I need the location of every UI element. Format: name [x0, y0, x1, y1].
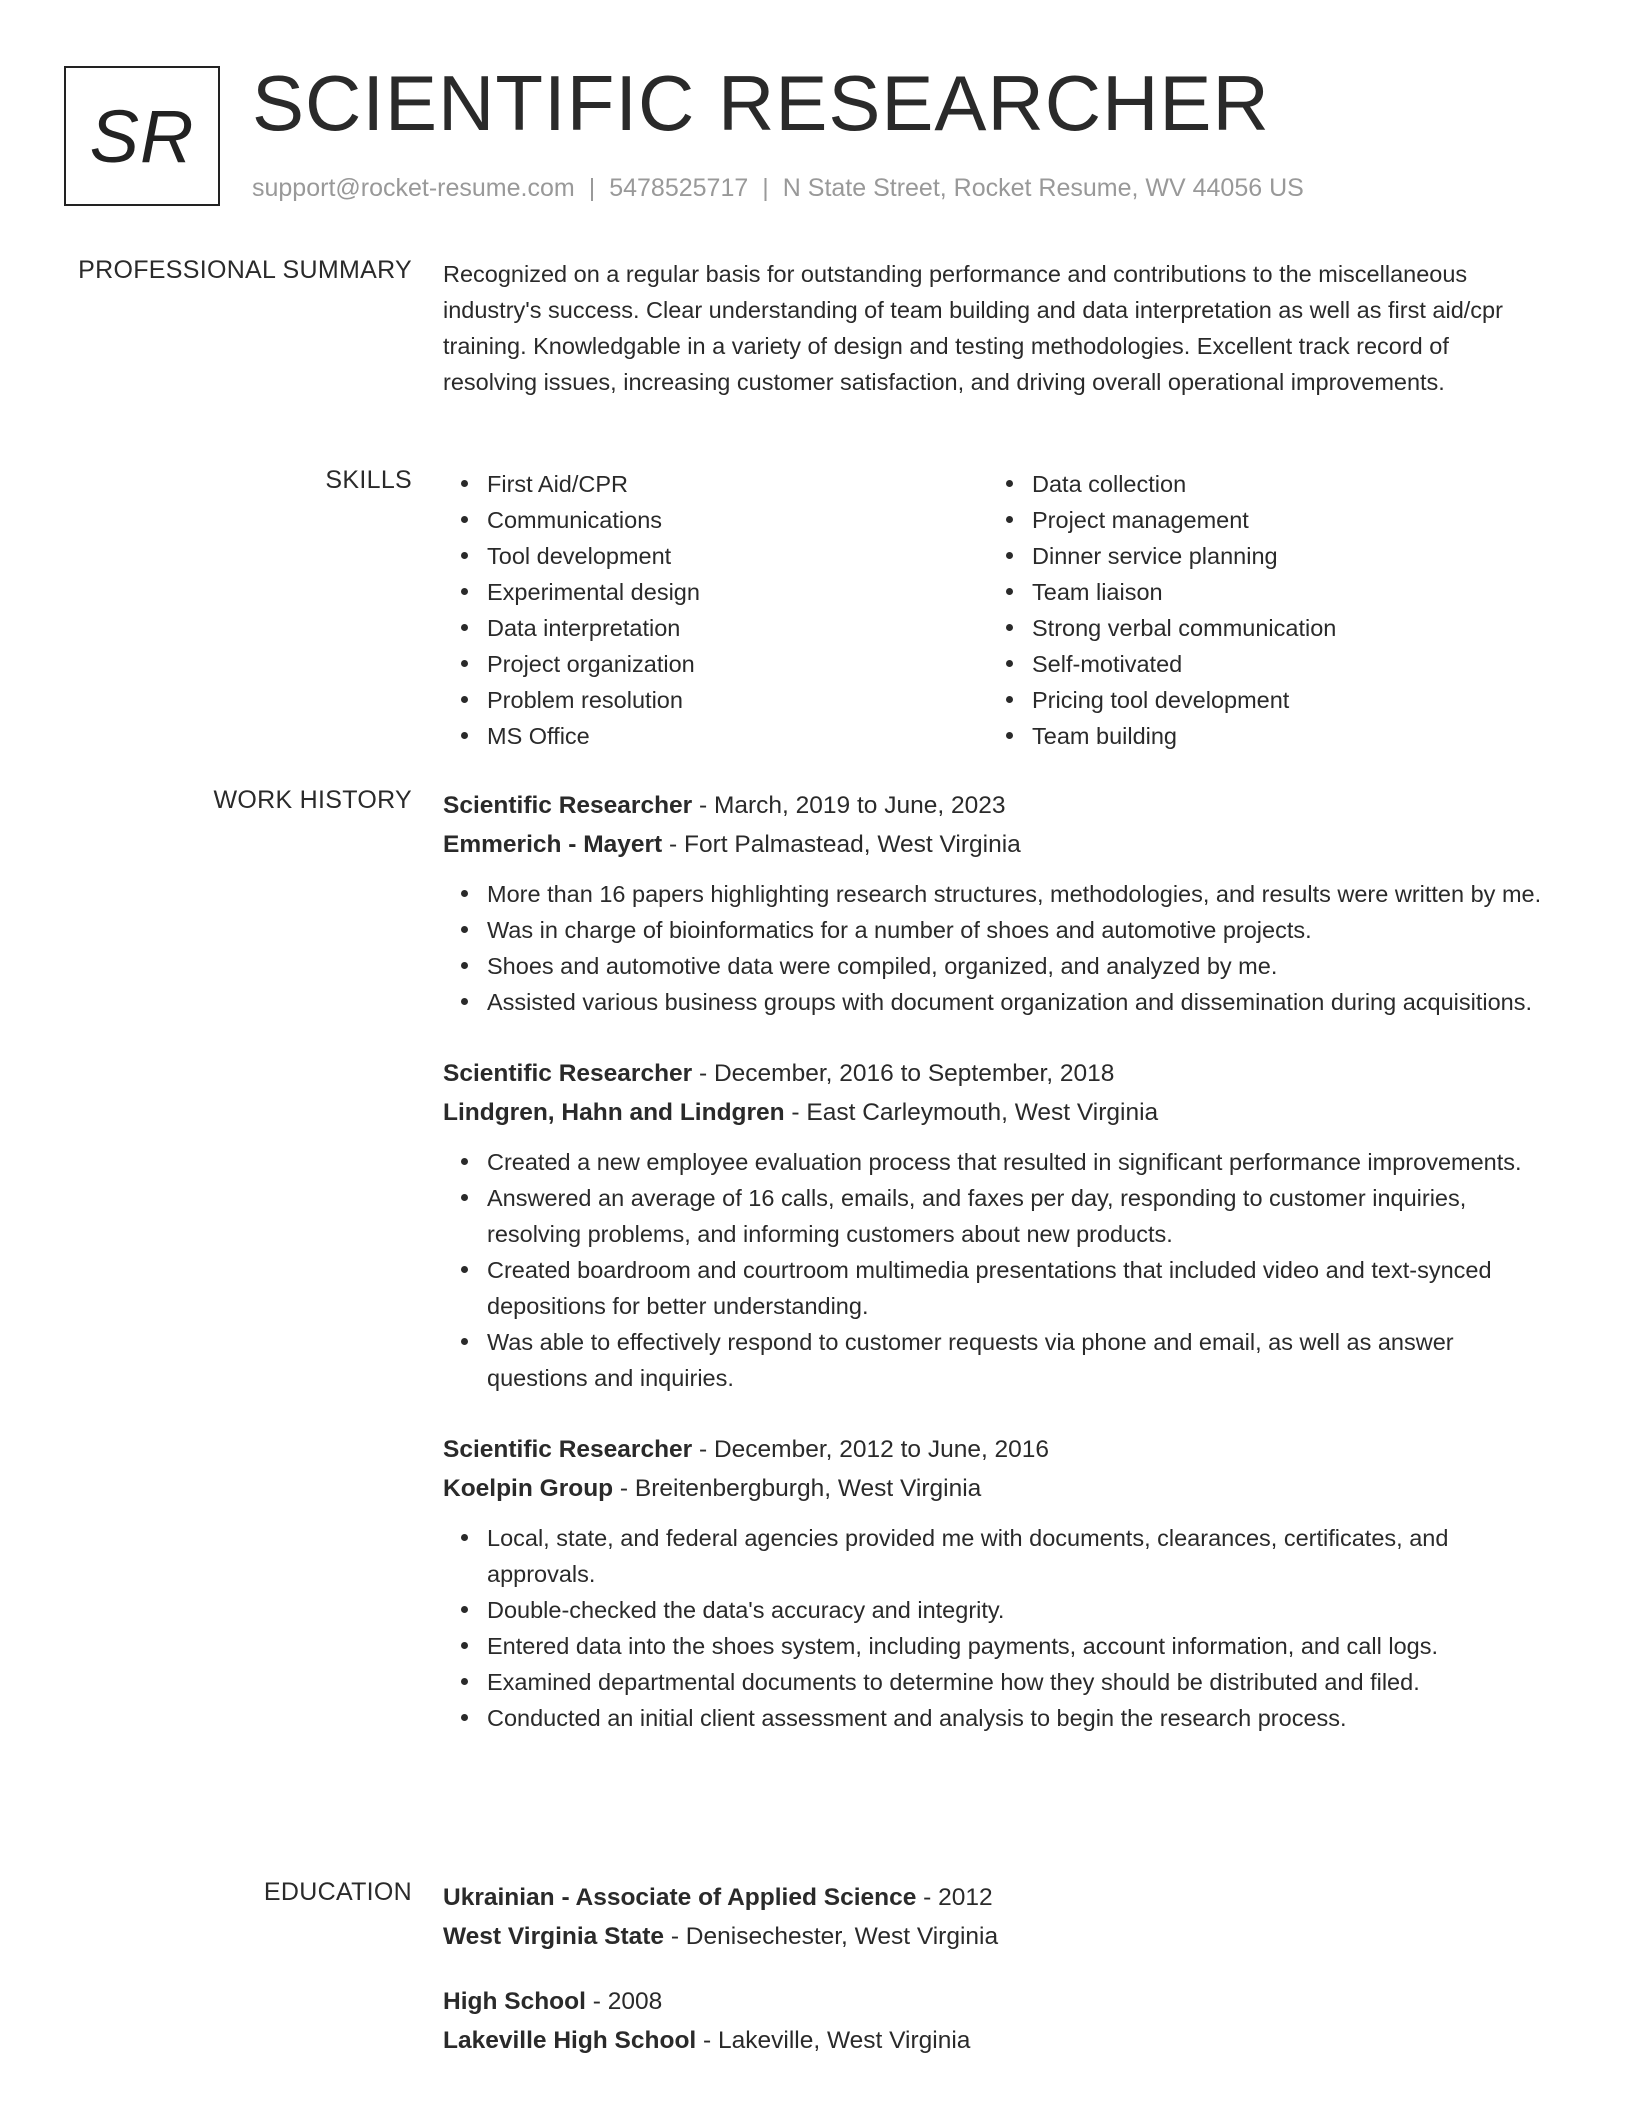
education-degree-line	[443, 1878, 1548, 1917]
skill-item: Tool development	[443, 538, 988, 574]
duty-item: Examined departmental documents to determine how they should be distributed and filed.	[443, 1664, 1548, 1700]
skill-item: Communications	[443, 502, 988, 538]
contact-separator: |	[762, 174, 769, 202]
job-location: - Fort Palmastead, West Virginia	[662, 831, 1021, 858]
duty-item: Was able to effectively respond to customer requests via phone and email, as well as answer questions and inquiries.	[443, 1324, 1548, 1396]
skill-item: Team liaison	[988, 574, 1533, 610]
monogram-logo: SR	[64, 66, 220, 206]
section-label-work: WORK HISTORY	[213, 786, 412, 814]
duty-item: Conducted an initial client assessment and analysis to begin the research process.	[443, 1700, 1548, 1736]
skills-grid	[443, 466, 1548, 754]
skill-item: Pricing tool development	[988, 682, 1533, 718]
education-degree: Ukrainian - Associate of Applied Science	[443, 1884, 917, 1911]
job-entry	[443, 786, 1548, 1020]
duty-item: Double-checked the data's accuracy and integrity.	[443, 1592, 1548, 1628]
education-school: Lakeville High School	[443, 2027, 697, 2054]
skill-item: Strong verbal communication	[988, 610, 1533, 646]
job-location: - East Carleymouth, West Virginia	[784, 1099, 1159, 1126]
education-body	[443, 1878, 1548, 2086]
job-dates: - March, 2019 to June, 2023	[692, 792, 1006, 819]
job-dates: - December, 2016 to September, 2018	[692, 1060, 1115, 1087]
skills-body	[443, 466, 1548, 754]
skill-item: Problem resolution	[443, 682, 988, 718]
job-entry	[443, 1430, 1548, 1736]
skill-item: Project management	[988, 502, 1533, 538]
skill-item: Data interpretation	[443, 610, 988, 646]
duty-item: Entered data into the shoes system, including payments, account information, and call logs.	[443, 1628, 1548, 1664]
job-location: - Breitenbergburgh, West Virginia	[613, 1475, 982, 1502]
duty-item: Created a new employee evaluation process that resulted in significant performance improvements.	[443, 1144, 1548, 1180]
education-school: West Virginia State	[443, 1923, 665, 1950]
duty-item: Assisted various business groups with document organization and dissemination during acquisitions.	[443, 984, 1548, 1020]
contact-address: N State Street, Rocket Resume, WV 44056 US	[782, 174, 1304, 202]
job-title: Scientific Researcher	[443, 1060, 693, 1087]
job-duties	[443, 1520, 1548, 1736]
skill-item: Data collection	[988, 466, 1533, 502]
job-company: Koelpin Group	[443, 1475, 614, 1502]
duty-item: Shoes and automotive data were compiled, organized, and analyzed by me.	[443, 948, 1548, 984]
education-location: - Lakeville, West Virginia	[696, 2027, 971, 2054]
job-title-line	[443, 1430, 1548, 1469]
education-entry	[443, 1878, 1548, 1956]
skill-item: Experimental design	[443, 574, 988, 610]
job-duties	[443, 1144, 1548, 1396]
section-label-summary: PROFESSIONAL SUMMARY	[78, 256, 412, 284]
education-degree: High School	[443, 1988, 586, 2015]
education-school-line	[443, 2021, 1548, 2060]
job-company: Lindgren, Hahn and Lindgren	[443, 1099, 785, 1126]
job-dates: - December, 2012 to June, 2016	[692, 1436, 1050, 1463]
job-title: Scientific Researcher	[443, 1436, 693, 1463]
contact-separator: |	[588, 174, 596, 202]
education-entry	[443, 1982, 1548, 2060]
resume-name: SCIENTIFIC RESEARCHER	[252, 59, 1270, 147]
duty-item: Created boardroom and courtroom multimedia presentations that included video and text-synced depositions for better understanding.	[443, 1252, 1548, 1324]
summary-body	[443, 256, 1548, 400]
job-company-line	[443, 825, 1548, 864]
section-label-education: EDUCATION	[263, 1878, 412, 1906]
duty-item: More than 16 papers highlighting research structures, methodologies, and results were written by me.	[443, 876, 1548, 912]
education-year: - 2008	[585, 1988, 663, 2015]
skill-item: First Aid/CPR	[443, 466, 988, 502]
education-location: - Denisechester, West Virginia	[664, 1923, 999, 1950]
duty-item: Was in charge of bioinformatics for a number of shoes and automotive projects.	[443, 912, 1548, 948]
education-degree-line	[443, 1982, 1548, 2021]
skill-item: Project organization	[443, 646, 988, 682]
skills-column-right	[988, 466, 1533, 754]
duty-item: Local, state, and federal agencies provided me with documents, clearances, certificates, and approvals.	[443, 1520, 1548, 1592]
job-title: Scientific Researcher	[443, 792, 693, 819]
duty-item: Answered an average of 16 calls, emails, and faxes per day, responding to customer inquiries, resolving problems, and informing customers about new products.	[443, 1180, 1548, 1252]
skill-item: Self-motivated	[988, 646, 1533, 682]
job-duties	[443, 876, 1548, 1020]
job-company: Emmerich - Mayert	[443, 831, 663, 858]
job-entry	[443, 1054, 1548, 1396]
skill-item: Dinner service planning	[988, 538, 1533, 574]
contact-line	[252, 174, 1304, 203]
job-title-line	[443, 786, 1548, 825]
skill-item: MS Office	[443, 718, 988, 754]
contact-email: support@rocket-resume.com	[252, 174, 575, 202]
job-title-line	[443, 1054, 1548, 1093]
skills-column-left	[443, 466, 988, 754]
education-school-line	[443, 1917, 1548, 1956]
summary-text: Recognized on a regular basis for outstanding performance and contributions to the miscellaneous industry's success. Clear understanding of team building and data interpretation as well as first aid/cpr training. Knowledgable in a variety of design and testing methodologies. Excellent track record of resolving issues, increasing customer satisfaction, and driving overall operational improvements.	[443, 261, 1503, 395]
section-label-skills: SKILLS	[325, 466, 412, 494]
job-company-line	[443, 1469, 1548, 1508]
job-company-line	[443, 1093, 1548, 1132]
education-year: - 2012	[916, 1884, 993, 1911]
work-history-body	[443, 786, 1548, 1770]
contact-phone: 5478525717	[609, 174, 749, 202]
skill-item: Team building	[988, 718, 1533, 754]
